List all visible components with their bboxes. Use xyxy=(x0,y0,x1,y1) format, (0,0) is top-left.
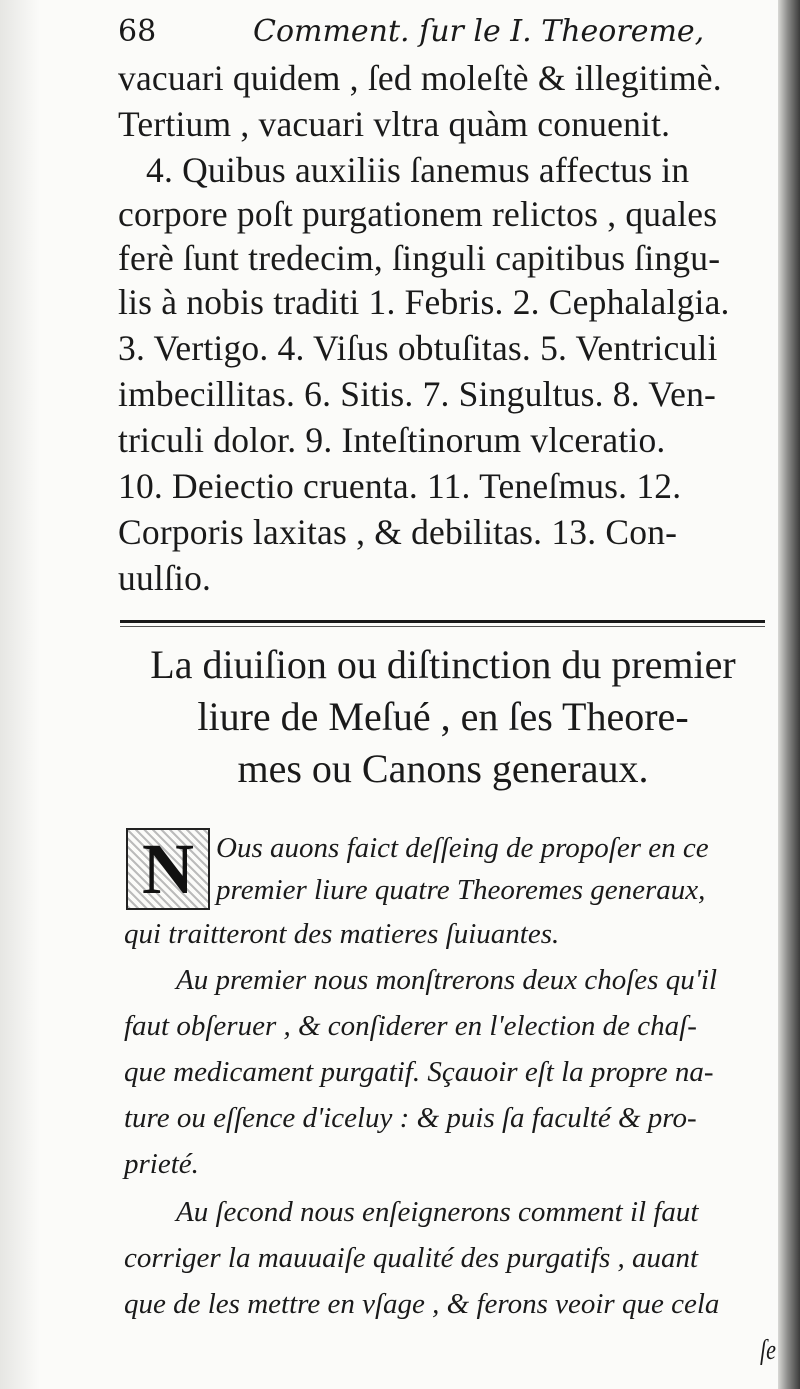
body-line: imbecillitas. 6. Sitis. 7. Singultus. 8. Ven- xyxy=(118,374,717,414)
italic-line: Au premier nous monſtrerons deux choſes qu'il xyxy=(176,964,718,996)
body-line: Corporis laxitas , & debilitas. 13. Con- xyxy=(118,512,678,552)
drop-cap-letter: N xyxy=(142,828,194,909)
page-edge-shadow xyxy=(0,0,40,1389)
body-line: 10. Deiectio cruenta. 11. Teneſmus. 12. xyxy=(118,466,682,506)
italic-line: ture ou eſſence d'iceluy : & puis ſa faculté & pro- xyxy=(124,1102,697,1134)
italic-line: Au ſecond nous enſeignerons comment il faut xyxy=(176,1196,699,1228)
body-line: ferè ſunt tredecim, ſinguli capitibus ſingu- xyxy=(118,238,721,278)
running-head xyxy=(118,14,768,54)
body-line: triculi dolor. 9. Inteſtinorum vlceratio. xyxy=(118,420,666,460)
page-number: 68 xyxy=(118,14,157,49)
italic-line: qui traitteront des matieres ſuiuantes. xyxy=(124,918,560,950)
binding-gutter xyxy=(778,0,800,1389)
section-rule-thin xyxy=(120,626,765,627)
italic-line: que de les mettre en vſage , & ferons veoir que cela xyxy=(124,1288,720,1320)
catchword: ſe xyxy=(760,1334,776,1366)
heading-line: La diuiſion ou diſtinction du premier xyxy=(150,642,736,687)
body-line: vacuari quidem , ſed moleſtè & illegitimè. xyxy=(118,58,722,98)
italic-line: premier liure quatre Theoremes generaux, xyxy=(216,874,706,906)
italic-line: prieté. xyxy=(124,1148,199,1180)
body-line: uulſio. xyxy=(118,558,212,598)
body-line: lis à nobis traditi 1. Febris. 2. Cephalalgia. xyxy=(118,282,730,322)
body-line: corpore poſt purgationem relictos , quales xyxy=(118,194,718,234)
drop-cap-initial xyxy=(126,828,210,910)
heading-line: liure de Meſué , en ſes Theore- xyxy=(197,694,689,739)
body-line: 3. Vertigo. 4. Viſus obtuſitas. 5. Ventriculi xyxy=(118,328,718,368)
body-line: 4. Quibus auxiliis ſanemus affectus in xyxy=(146,150,690,190)
running-title: Comment. ſur le I. Theoreme, xyxy=(253,14,705,49)
italic-line: corriger la mauuaiſe qualité des purgatifs , auant xyxy=(124,1242,699,1274)
heading-line: mes ou Canons generaux. xyxy=(237,746,649,791)
section-rule xyxy=(120,620,765,623)
italic-line: que medicament purgatif. Sçauoir eſt la propre na- xyxy=(124,1056,714,1088)
italic-line: faut obſeruer , & conſiderer en l'election de chaſ- xyxy=(124,1010,697,1042)
italic-line: Ous auons faict deſſeing de propoſer en ce xyxy=(216,832,709,864)
body-line: Tertium , vacuari vltra quàm conuenit. xyxy=(118,104,671,144)
